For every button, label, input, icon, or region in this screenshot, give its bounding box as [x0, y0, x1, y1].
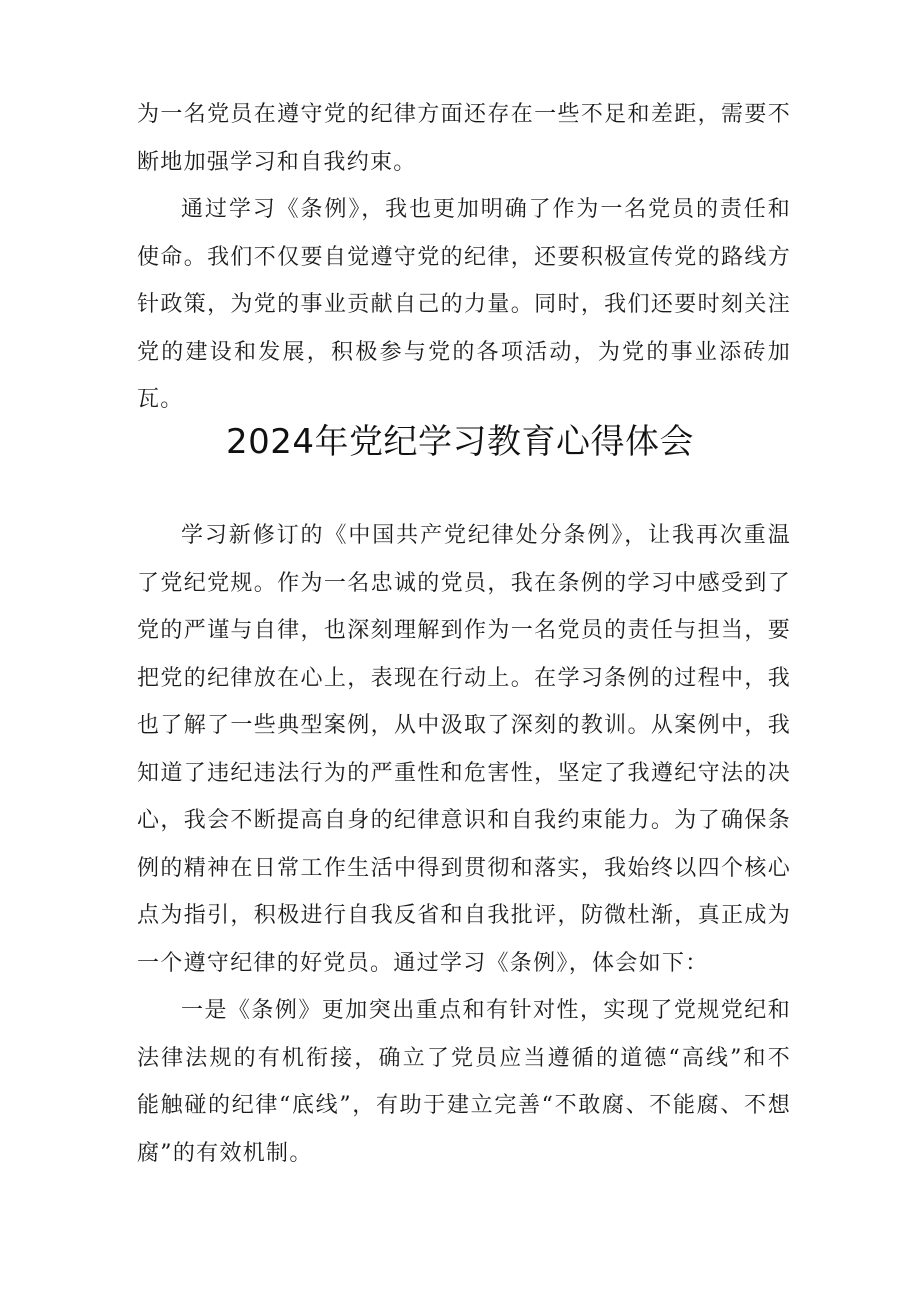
- intro-paragraph: 学习新修订的《中国共产党纪律处分条例》，让我再次重温了党纪党规。作为一名忠诚的党员，我在条例的学习中感受到了党的严谨与自律，也深刻理解到作为一名党员的责任与担当，要把党的纪律放在心上，表现在行动上。在学习条例的过程中，我也了解了一些典型案例，从中汲取了深刻的教训。从案例中，我知道了违纪违法行为的严重性和危害性，坚定了我遵纪守法的决心，我会不断提高自身的纪律意识和自我约束能力。为了确保条例的精神在日常工作生活中得到贯彻和落实，我始终以四个核心点为指引，积极进行自我反省和自我批评，防微杜渐，真正成为一个遵守纪律的好党员。通过学习《条例》，体会如下：: [137, 523, 791, 976]
- previous-section: [137, 91, 791, 424]
- point-one-paragraph: 一是《条例》更加突出重点和有针对性，实现了党规党纪和法律法规的有机衔接，确立了党员应当遵循的道德“高线”和不能触碰的纪律“底线”，有助于建立完善“不敢腐、不能腐、不想腐”的有效机制。: [137, 998, 791, 1166]
- article-body: [137, 512, 791, 1177]
- article-title: 2024年党纪学习教育心得体会: [225, 422, 695, 462]
- responsibility-paragraph: 通过学习《条例》，我也更加明确了作为一名党员的责任和使命。我们不仅要自觉遵守党的纪律，还要积极宣传党的路线方针政策，为党的事业贡献自己的力量。同时，我们还要时刻关注党的建设和发展，积极参与党的各项活动，为党的事业添砖加瓦。: [137, 197, 791, 412]
- continued-paragraph: 为一名党员在遵守党的纪律方面还存在一些不足和差距，需要不断地加强学习和自我约束。: [137, 102, 791, 175]
